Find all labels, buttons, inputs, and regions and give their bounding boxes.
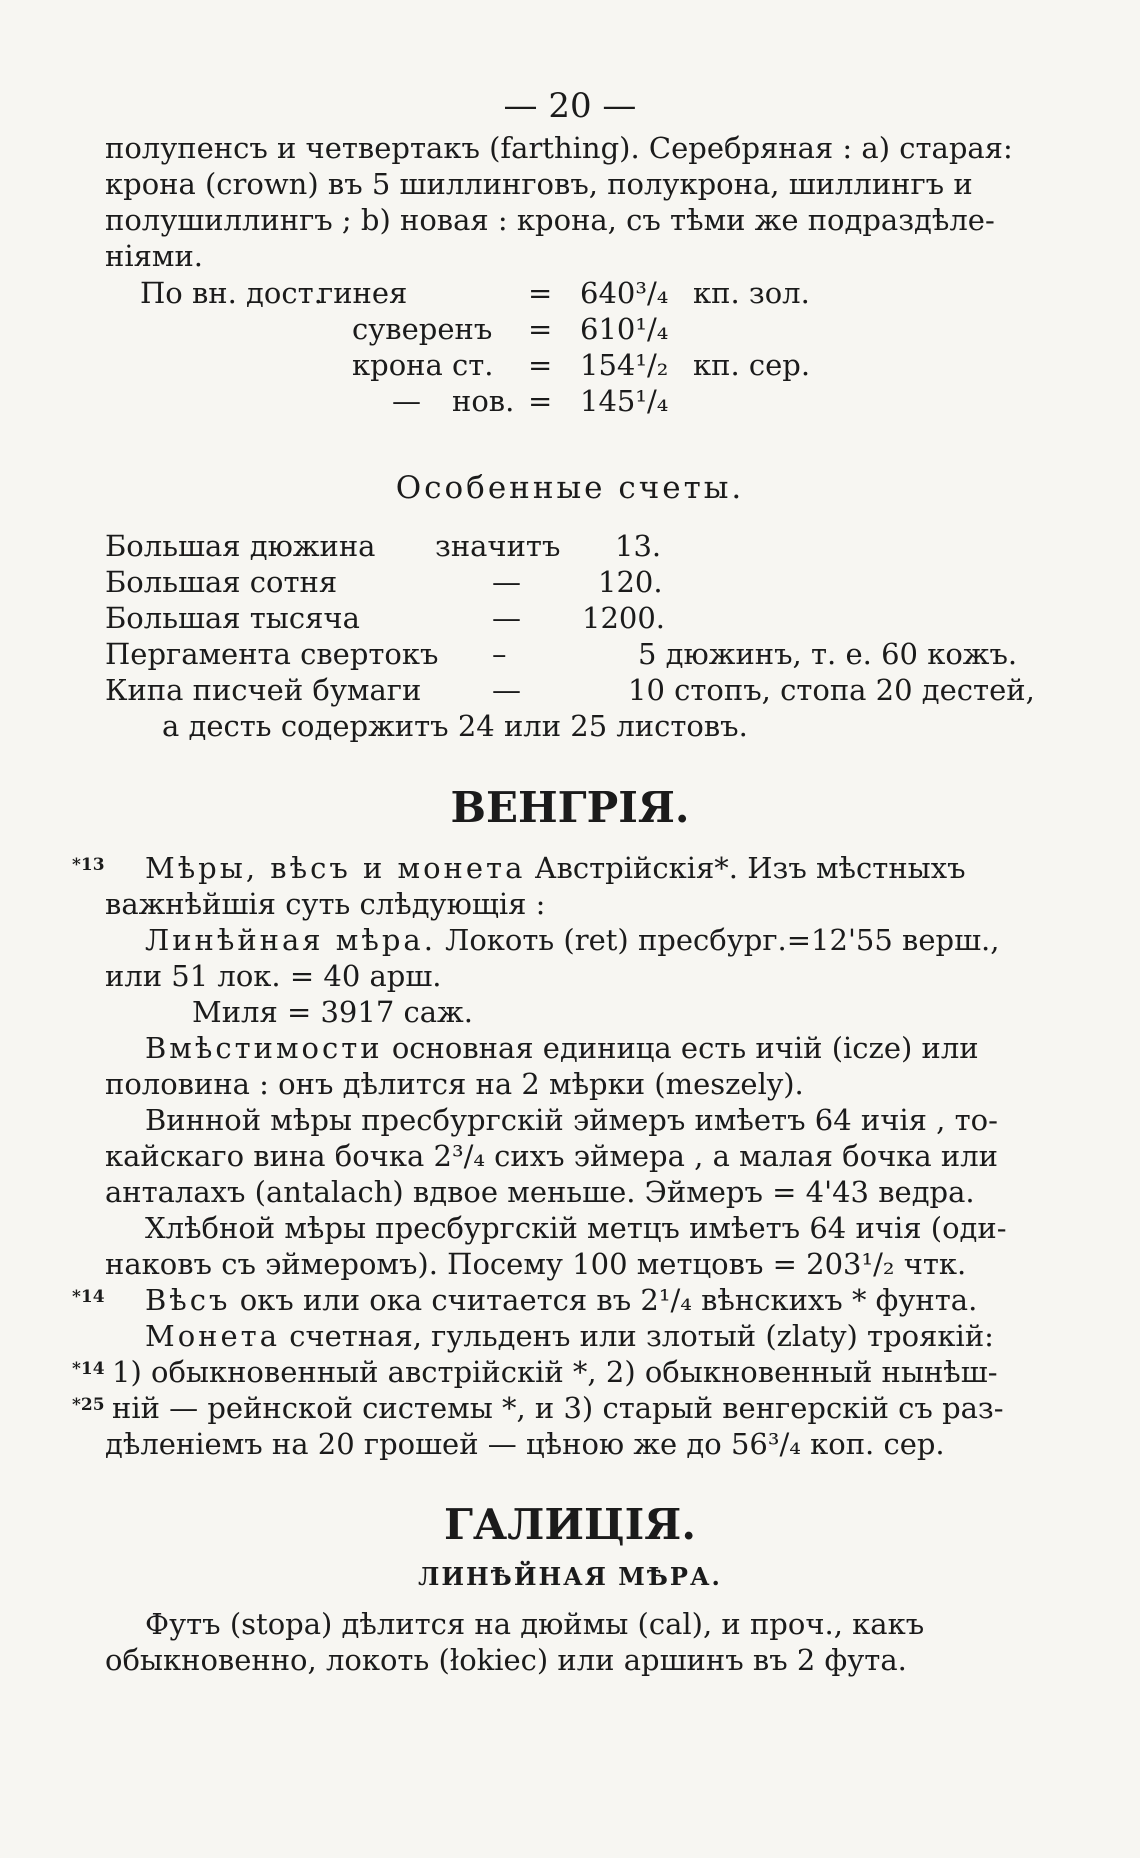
value-name: гинея [318, 276, 408, 310]
value-unit: кп. сер. [693, 348, 811, 382]
value-name: нов. [452, 384, 515, 418]
special-value: 5 дюжинъ, т. е. 60 кожъ. [638, 637, 1018, 671]
hungary-line: Вмѣстимости основная единица есть ичій (icze) или [145, 1031, 979, 1065]
special-value: 120. [598, 565, 663, 599]
intro-line: полупенсъ и четвертакъ (farthing). Серебряная : a) старая: [105, 131, 1013, 165]
hungary-line: дѣленіемъ на 20 грошей — цѣною же до 56³/₄ коп. сер. [105, 1427, 945, 1461]
special-row [0, 636, 1140, 672]
hungary-line: 1) обыкновенный австрійскій *, 2) обыкновенный нынѣш- [112, 1355, 998, 1389]
galicia-line: Футъ (stopa) дѣлится на дюймы (cal), и проч., какъ [145, 1607, 925, 1641]
hungary-line: ній — рейнской системы *, и 3) старый венгерскій съ раз- [112, 1391, 1004, 1425]
value-prefix: По вн. дост. [140, 276, 323, 310]
hungary-line: Винной мѣры пресбургскій эймеръ имѣетъ 64 ичія , то- [145, 1103, 998, 1137]
intro-line: ніями. [105, 239, 204, 273]
special-name: Большая дюжина [105, 529, 376, 563]
hungary-line: анталахъ (antalach) вдвое меньше. Эймеръ = 4'43 ведра. [105, 1175, 975, 1209]
value-name: суверенъ [352, 312, 493, 346]
value-eq: = [528, 384, 553, 418]
hungary-line: важнѣйшія суть слѣдующія : [105, 887, 546, 921]
special-name: Пергамента свертокъ [105, 637, 439, 671]
special-value: 10 стопъ, стопа 20 дестей, [628, 673, 1035, 707]
special-value: 1200. [582, 601, 666, 635]
value-amount: 610¹/₄ [580, 312, 669, 346]
hungary-line: Мѣры, вѣсъ и монета Австрійскія*. Изъ мѣстныхъ [145, 851, 966, 885]
margin-note: *13 [72, 855, 105, 875]
subsection-title: ЛИНѢЙНАЯ МѢРА. [418, 1562, 722, 1591]
special-value: 13. [615, 529, 662, 563]
special-row [0, 672, 1140, 708]
section-title-galicia: ГАЛИЦІЯ. [444, 1500, 696, 1549]
value-amount: 154¹/₂ [580, 348, 669, 382]
value-prefix: — [392, 384, 421, 418]
value-unit: кп. зол. [693, 276, 810, 310]
special-word: значитъ [435, 529, 561, 563]
value-amount: 145¹/₄ [580, 384, 669, 418]
value-amount: 640³/₄ [580, 276, 669, 310]
intro-line: полушиллингъ ; b) новая : крона, съ тѣми же подраздѣле- [105, 203, 995, 237]
special-continuation: а десть содержитъ 24 или 25 листовъ. [162, 709, 748, 743]
margin-note: *14 [72, 1287, 105, 1307]
hungary-line: половина : онъ дѣлится на 2 мѣрки (meszely). [105, 1067, 804, 1101]
special-name: Кипа писчей бумаги [105, 673, 422, 707]
special-word: — [492, 565, 521, 599]
hungary-line: наковъ съ эймеромъ). Посему 100 метцовъ = 203¹/₂ чтк. [105, 1247, 967, 1281]
special-word: – [492, 637, 507, 671]
intro-line: крона (crown) въ 5 шиллинговъ, полукрона, шиллингъ и [105, 167, 973, 201]
value-eq: = [528, 276, 553, 310]
margin-note: *25 [72, 1395, 105, 1415]
hungary-line: Хлѣбной мѣры пресбургскій метцъ имѣетъ 64 ичія (оди- [145, 1211, 1007, 1245]
hungary-line: Монета счетная, гульденъ или злотый (zlaty) троякій: [145, 1319, 994, 1353]
special-title: Особенные счеты. [395, 470, 745, 506]
page-number: — 20 — [503, 86, 637, 126]
galicia-line: обыкновенно, локоть (łokiec) или аршинъ въ 2 фута. [105, 1643, 907, 1677]
hungary-line: Вѣсъ окъ или ока считается въ 2¹/₄ вѣнскихъ * фунта. [145, 1283, 978, 1317]
hungary-line: Миля = 3917 саж. [192, 995, 473, 1029]
value-eq: = [528, 348, 553, 382]
special-word: — [492, 601, 521, 635]
special-word: — [492, 673, 521, 707]
value-eq: = [528, 312, 553, 346]
special-row [0, 528, 1140, 564]
special-name: Большая сотня [105, 565, 338, 599]
hungary-line: кайскаго вина бочка 2³/₄ сихъ эймера , а малая бочка или [105, 1139, 998, 1173]
hungary-line: Линѣйная мѣра. Локоть (ret) пресбург.=12'55 верш., [145, 923, 1000, 957]
special-name: Большая тысяча [105, 601, 360, 635]
hungary-line: или 51 лок. = 40 арш. [105, 959, 442, 993]
margin-note: *14 [72, 1359, 105, 1379]
special-row [0, 600, 1140, 636]
section-title-hungary: ВЕНГРІЯ. [450, 783, 690, 832]
special-row [0, 564, 1140, 600]
value-name: крона ст. [352, 348, 494, 382]
